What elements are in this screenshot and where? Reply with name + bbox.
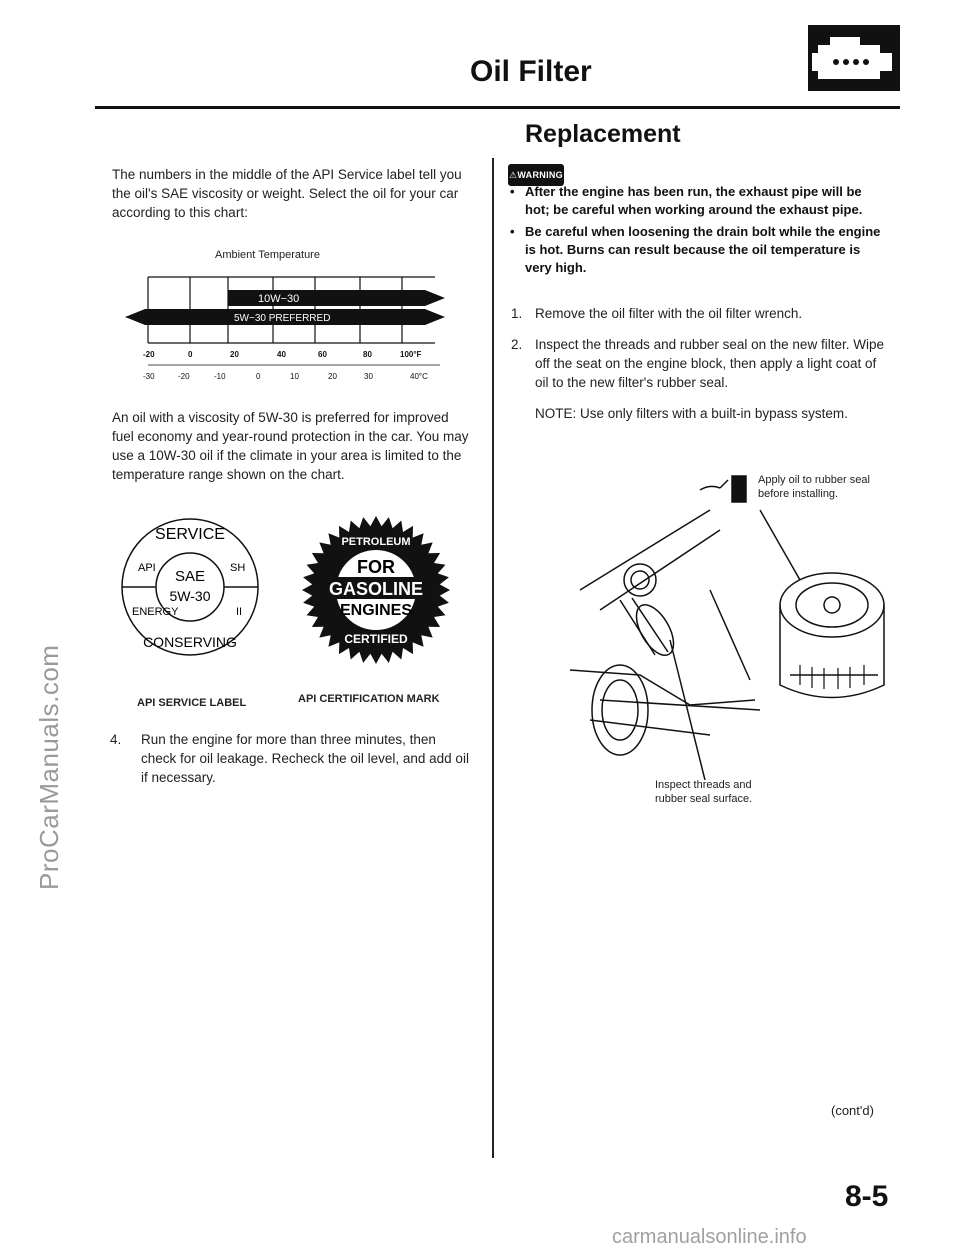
api-service-label-caption: API SERVICE LABEL xyxy=(137,697,247,709)
bar-10w30-label: 10W−30 xyxy=(258,293,300,305)
step-4 xyxy=(112,730,472,787)
title-rule xyxy=(95,106,900,109)
callout-inspect-line2: rubber seal surface. xyxy=(655,793,753,805)
watermark-left-text: ProCarManuals.com xyxy=(34,644,64,890)
c-tick: 20 xyxy=(328,372,337,381)
callout-inspect-line1: Inspect threads and xyxy=(655,779,752,791)
warning-text: Be careful when loosening the drain bolt while the engine is hot. Burns can result because the oil temperature is very high. xyxy=(525,224,881,275)
step-1 xyxy=(508,304,888,323)
callout-apply-line1: Apply oil to rubber seal xyxy=(758,474,870,486)
step-text: Remove the oil filter with the oil filter wrench. xyxy=(535,306,803,321)
page-title: Oil Filter xyxy=(470,55,592,88)
oil-filter-illustration xyxy=(560,470,890,780)
f-tick: 80 xyxy=(363,350,372,359)
f-tick: 40 xyxy=(277,350,286,359)
callout-inspect xyxy=(655,778,752,806)
intro-paragraph: The numbers in the middle of the API Service label tell you the oil's SAE viscosity or weight. Select the oil for your car according to this chart: xyxy=(112,167,462,220)
chart-title: Ambient Temperature xyxy=(215,249,320,261)
watermark-carmanualsonline: carmanualsonline.info xyxy=(612,1226,807,1248)
step-text: Inspect the threads and rubber seal on the new filter. Wipe off the seat on the engine block, then apply a light coat of oil to the new filter's rubber seal. xyxy=(535,337,884,390)
svg-text:FOR: FOR xyxy=(357,557,395,577)
viscosity-temperature-chart xyxy=(110,265,470,390)
svg-text:SERVICE: SERVICE xyxy=(155,526,225,543)
callout-apply-oil xyxy=(758,473,870,501)
page-number: 8-5 xyxy=(845,1180,889,1213)
f-tick: 100°F xyxy=(400,350,422,359)
sae-text: SAE xyxy=(174,568,206,585)
warning-text: After the engine has been run, the exhaust pipe will be hot; be careful when working around the exhaust pipe. xyxy=(525,184,863,217)
f-tick: 0 xyxy=(188,350,193,359)
svg-text:CERTIFIED: CERTIFIED xyxy=(344,632,408,646)
warning-item: • After the engine has been run, the exhaust pipe will be hot; be careful when working around the exhaust pipe. xyxy=(510,184,863,217)
warning-list xyxy=(508,183,888,281)
warning-item: • Be careful when loosening the drain bolt while the engine is hot. Burns can result because the oil temperature is very high. xyxy=(510,224,881,275)
bar-5w30-label: 5W−30 PREFERRED xyxy=(234,313,331,324)
replacement-steps xyxy=(508,304,888,423)
svg-text:SH: SH xyxy=(230,562,246,574)
step-4-number: 4. xyxy=(110,732,122,747)
callout-apply-line2: before installing. xyxy=(758,488,839,500)
c-tick: 0 xyxy=(256,372,261,381)
step-number: 2. xyxy=(511,337,523,352)
continued-marker: (cont'd) xyxy=(831,1103,874,1118)
column-divider xyxy=(492,158,494,1158)
api-certification-mark xyxy=(298,515,454,665)
svg-text:II: II xyxy=(236,606,243,618)
api-certification-caption: API CERTIFICATION MARK xyxy=(298,693,440,705)
grade-text: 5W-30 xyxy=(169,588,211,604)
c-tick: -10 xyxy=(214,372,226,381)
svg-text:ENERGY: ENERGY xyxy=(132,606,179,618)
f-tick: -20 xyxy=(143,350,155,359)
f-tick: 60 xyxy=(318,350,327,359)
svg-text:PETROLEUM: PETROLEUM xyxy=(341,536,411,548)
viscosity-paragraph: An oil with a viscosity of 5W-30 is preferred for improved fuel economy and year-round protection in the car. You may use a 10W-30 oil if the climate in your area is limited to the temperature range shown on the chart. xyxy=(112,410,469,482)
c-tick: 40°C xyxy=(410,372,428,381)
svg-text:CONSERVING: CONSERVING xyxy=(143,634,237,650)
watermark-procarmanuals xyxy=(6,330,64,890)
f-tick: 20 xyxy=(230,350,239,359)
step-4-text: Run the engine for more than three minutes, then check for oil leakage. Recheck the oil level, and add oil if necessary. xyxy=(141,732,469,785)
svg-text:ENGINES: ENGINES xyxy=(339,602,413,619)
oil-can-icon xyxy=(700,476,746,502)
svg-text:GASOLINE: GASOLINE xyxy=(328,579,424,599)
c-tick: -30 xyxy=(143,372,155,381)
step-2 xyxy=(508,335,888,392)
c-tick: 10 xyxy=(290,372,299,381)
section-heading-replacement: Replacement xyxy=(525,120,681,148)
c-tick: 30 xyxy=(364,372,373,381)
svg-text:API: API xyxy=(138,562,156,574)
api-service-label xyxy=(118,515,262,659)
note-text: NOTE: Use only filters with a built-in bypass system. xyxy=(535,406,848,421)
warning-badge: ⚠WARNING xyxy=(508,164,564,186)
step-number: 1. xyxy=(511,306,523,321)
engine-icon xyxy=(808,25,900,91)
c-tick: -20 xyxy=(178,372,190,381)
